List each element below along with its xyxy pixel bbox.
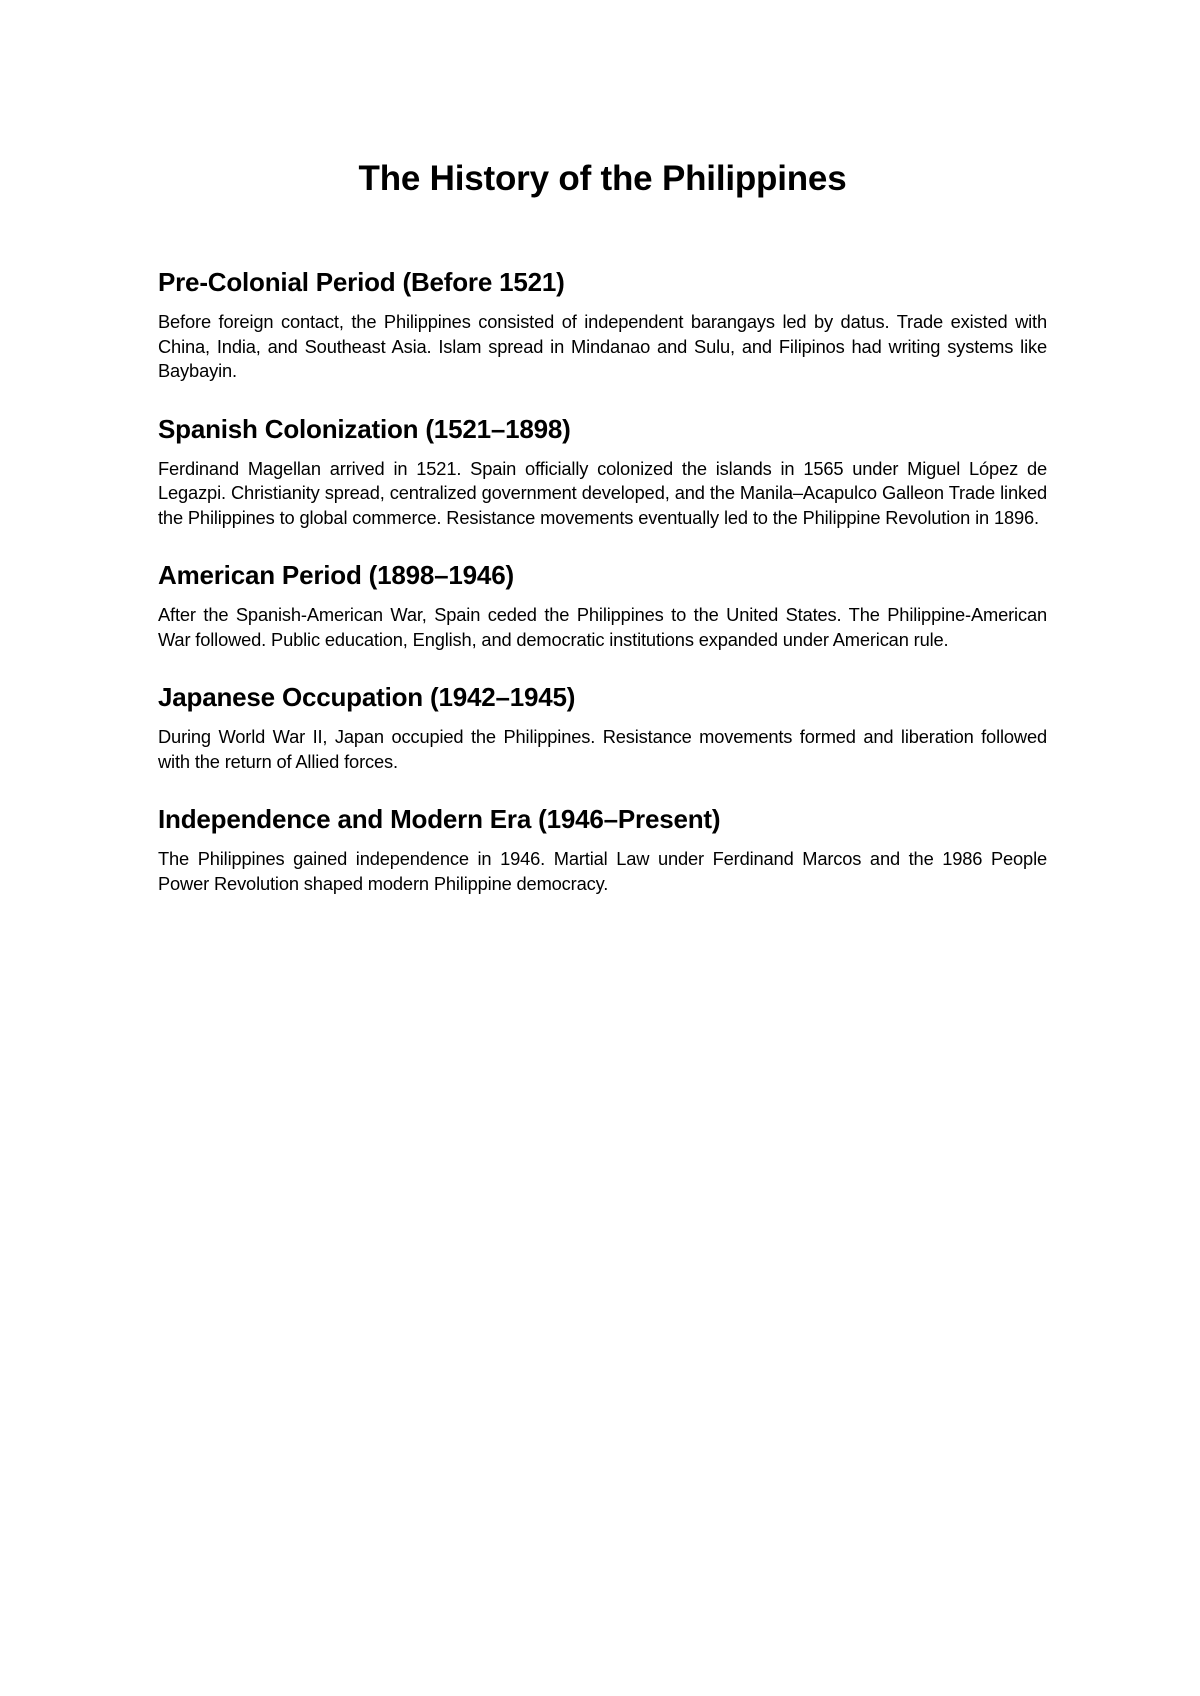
section-heading: Independence and Modern Era (1946–Present) [158,804,721,834]
document-sections [158,262,1047,921]
section-paragraph: The Philippines gained independence in 1946. Martial Law under Ferdinand Marcos and the 1986 People Power Revolution shaped modern Philippine democracy. [158,848,1047,894]
document-title: The History of the Philippines [358,159,847,198]
section-heading: Spanish Colonization (1521–1898) [158,413,571,444]
section-heading: American Period (1898–1946) [158,560,514,590]
section-american-period [158,555,1047,652]
section-spanish-colonization [158,409,1047,531]
section-modern-era [158,799,1047,896]
section-paragraph: Ferdinand Magellan arrived in 1521. Spain officially colonized the islands in 1565 under Miguel López de Legazpi. Christianity spread, centralized government developed, and the Manila–Acapulco Galleon Trade linked the Philippines to global commerce. Resistance movements eventually led to the Philippine Revolution in 1896. [158,457,1047,528]
section-japanese-occupation [158,677,1047,774]
section-heading: Pre-Colonial Period (Before 1521) [158,267,565,297]
section-paragraph: Before foreign contact, the Philippines consisted of independent barangays led by datus. Trade existed with China, India, and Southeast Asia. Islam spread in Mindanao and Sulu, and Filipinos had writing systems like Baybayin. [158,311,1047,381]
section-paragraph: During World War II, Japan occupied the Philippines. Resistance movements formed and liberation followed with the return of Allied forces. [158,726,1047,772]
section-paragraph: After the Spanish-American War, Spain ceded the Philippines to the United States. The Philippine-American War followed. Public education, English, and democratic institutions expanded under American rule. [158,604,1047,650]
section-heading: Japanese Occupation (1942–1945) [158,682,576,712]
section-pre-colonial [158,262,1047,384]
